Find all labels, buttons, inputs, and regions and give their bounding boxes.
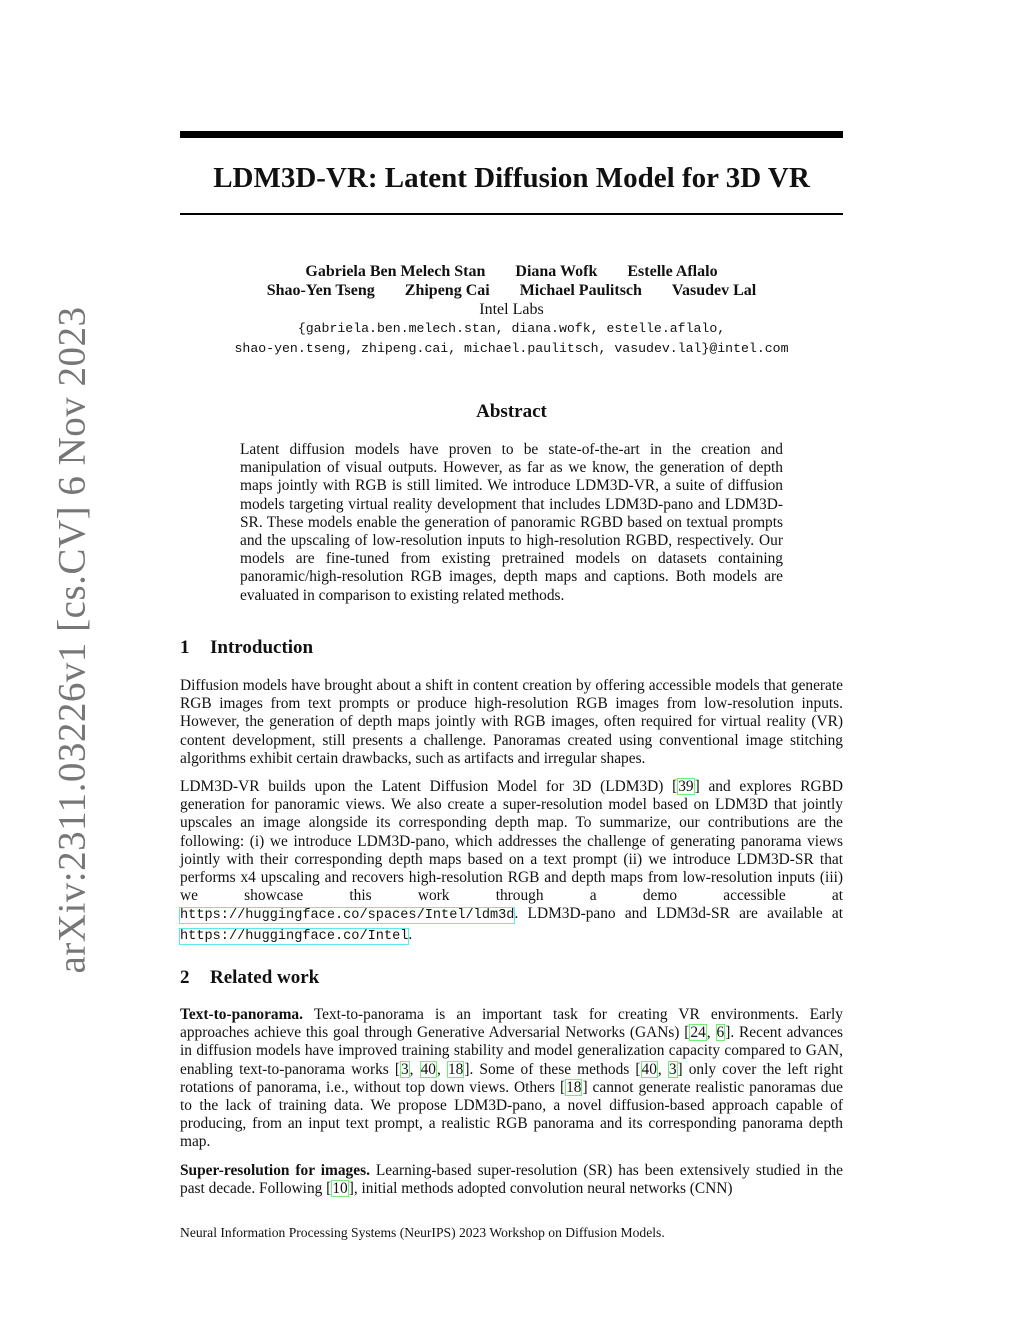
author-row-1	[180, 262, 843, 281]
citation-link[interactable]: 3	[668, 1060, 677, 1078]
citation-link[interactable]: 24	[690, 1024, 706, 1042]
affiliation: Intel Labs	[479, 301, 544, 318]
author-name: Estelle Aflalo	[627, 263, 718, 280]
citation-link[interactable]: 3	[400, 1060, 409, 1078]
related-paragraph-1	[180, 1006, 843, 1152]
citation-link[interactable]: 18	[447, 1060, 464, 1078]
paragraph-lead: Super-resolution for images.	[180, 1162, 370, 1179]
text-run: Text-to-panorama is an important task for creating VR environments. Early approaches achieve this goal through Generative Adversarial Networks (GANs) [	[180, 1006, 843, 1042]
author-name: Gabriela Ben Melech Stan	[305, 263, 486, 280]
text-run: ], initial methods adopted convolution neural networks (CNN)	[348, 1180, 733, 1198]
text-run: ,	[437, 1060, 447, 1078]
citation-link[interactable]: 40	[641, 1060, 657, 1078]
text-run: ] cannot generate realistic panoramas due to the lack of training data. We propose LDM3D-pano, a novel diffusion-based approach capable of producing, from an input text prompt, a realistic RGB panorama and its corresponding panorama depth map.	[180, 1078, 844, 1151]
section-number: 1	[180, 637, 190, 658]
citation-link[interactable]: 6	[716, 1024, 725, 1042]
section-title: Related work	[210, 967, 320, 988]
citation-link[interactable]: 10	[332, 1180, 348, 1198]
paragraph-lead: Text-to-panorama.	[180, 1006, 303, 1023]
arxiv-stamp: arXiv:2311.03226v1 [cs.CV] 6 Nov 2023	[50, 306, 94, 974]
author-name: Diana Wofk	[515, 263, 598, 280]
models-url-link[interactable]: https://huggingface.co/Intel	[180, 928, 409, 944]
citation-link[interactable]: 40	[420, 1060, 436, 1078]
text-run: ,	[657, 1060, 668, 1078]
section-heading-introduction	[180, 637, 313, 659]
author-row-2	[180, 281, 843, 300]
title-bottom-rule	[180, 213, 843, 215]
venue-footnote: Neural Information Processing Systems (NeurIPS) 2023 Workshop on Diffusion Models.	[180, 1225, 665, 1240]
text-run: LDM3D-VR builds upon the Latent Diffusion Model for 3D (LDM3D) [	[180, 778, 678, 795]
paper-title: LDM3D-VR: Latent Diffusion Model for 3D VR	[213, 162, 810, 194]
text-run: Learning-based super-resolution (SR) has been extensively studied in the past decade. Following [	[180, 1162, 843, 1198]
text-run: ,	[409, 1060, 420, 1078]
email-line-2: shao-yen.tseng, zhipeng.cai, michael.paulitsch, vasudev.lal}@intel.com	[234, 341, 789, 356]
abstract-text: Latent diffusion models have proven to be state-of-the-art in the creation and manipulation of visual outputs. However, as far as we know, the generation of depth maps jointly with RGB is still limited. We introduce LDM3D-VR, a suite of diffusion models targeting virtual reality development that includes LDM3D-pano and LDM3D-SR. These models enable the generation of panoramic RGBD based on textual prompts and the upscaling of low-resolution inputs to high-resolution RGBD, respectively. Our models are fine-tuned from existing pretrained models on datasets containing panoramic/high-resolution RGB images, depth maps and captions. Both models are evaluated in comparison to existing related methods.	[240, 441, 783, 604]
text-run: ]. Recent advances in diffusion models have improved training stability and model generalization capacity compared to GAN, enabling text-to-panorama works [	[180, 1024, 843, 1078]
citation-link[interactable]: 39	[678, 778, 694, 795]
demo-url-link[interactable]: https://huggingface.co/spaces/Intel/ldm3d	[180, 908, 515, 924]
related-paragraph-2	[180, 1162, 843, 1198]
email-line-1: {gabriela.ben.melech.stan, diana.wofk, estelle.aflalo,	[297, 321, 726, 336]
text-run: ]. Some of these methods [	[464, 1060, 641, 1078]
author-name: Shao-Yen Tseng	[266, 282, 375, 299]
citation-link[interactable]: 18	[566, 1078, 582, 1096]
abstract-heading: Abstract	[476, 401, 547, 422]
author-name: Zhipeng Cai	[404, 282, 490, 299]
text-run: .	[408, 925, 413, 943]
section-title: Introduction	[210, 637, 314, 658]
intro-paragraph-1: Diffusion models have brought about a shift in content creation by offering accessible models that generate RGB images from text prompts or produce high-resolution RGB images from low-resolution inputs. However, the generation of depth maps jointly with RGB images, often required for virtual reality (VR) content development, still presents a challenge. Panoramas created using conventional image stitching algorithms exhibit certain drawbacks, such as artifacts and irregular shapes.	[180, 677, 843, 767]
text-run: ] and explores RGBD generation for panoramic views. We also create a super-resolution model based on LDM3D that jointly upscales an image alongside its corresponding depth map. To summarize, our contributions are the following: (i) we introduce LDM3D-pano, which addresses the challenge of generating panorama views jointly with their corresponding depth maps based on a text prompt (ii) we introduce LDM3D-SR that performs x4 upscaling and recovers high-resolution RGB and depth maps from low-resolution inputs (iii) we showcase this work through a demo accessible at	[180, 778, 843, 905]
section-heading-related-work	[180, 967, 319, 989]
text-run: ] only cover the left right rotations of panorama, i.e., without top down views. Others [	[180, 1060, 843, 1096]
author-name: Michael Paulitsch	[519, 282, 642, 299]
text-run: ,	[706, 1024, 716, 1042]
author-block	[180, 262, 843, 359]
intro-paragraph-2	[180, 778, 843, 946]
section-number: 2	[180, 967, 190, 988]
text-run: . LDM3D-pano and LDM3d-SR are available at	[514, 905, 843, 923]
author-name: Vasudev Lal	[671, 282, 757, 299]
title-top-rule	[180, 131, 843, 138]
